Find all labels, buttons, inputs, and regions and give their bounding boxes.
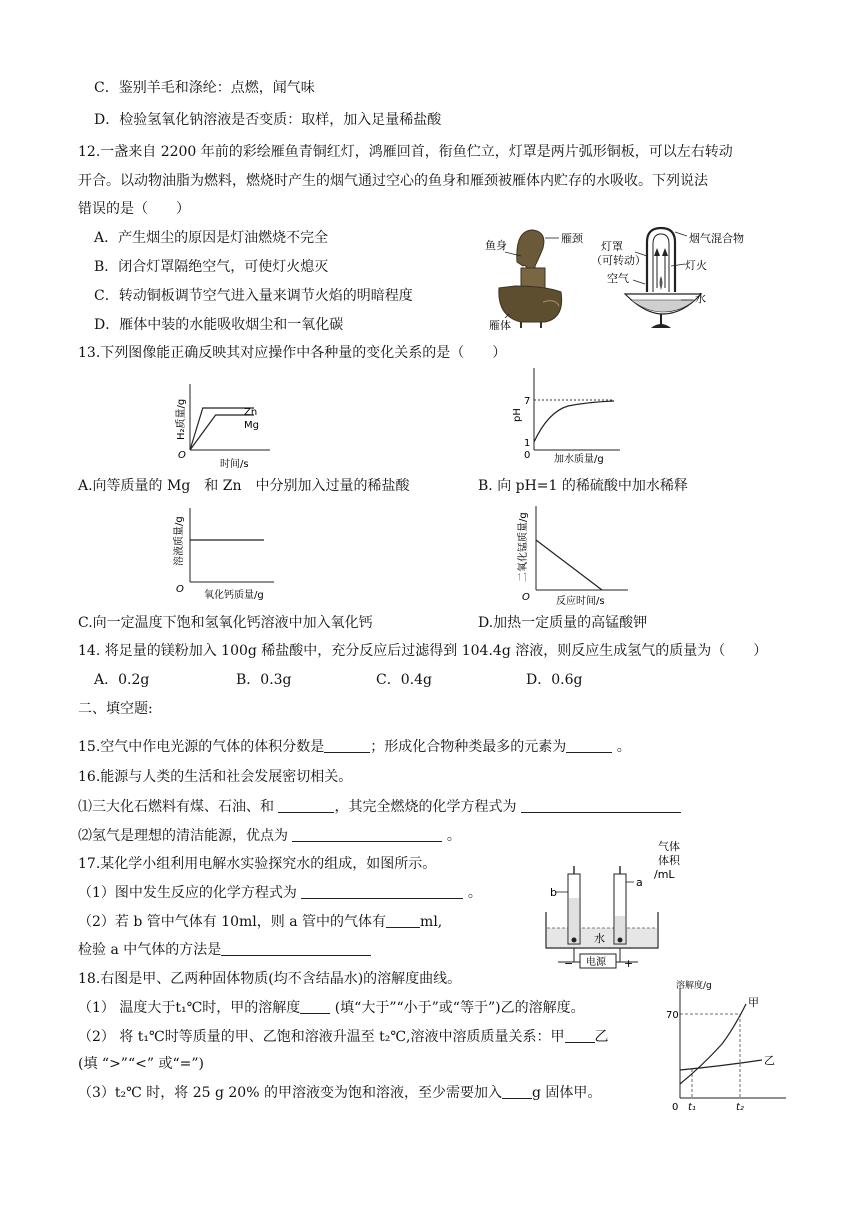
q14-option-d: D．0.6g <box>526 672 583 688</box>
q17-blank-2[interactable] <box>386 913 420 928</box>
solubility-ytick-70: 70 <box>666 1010 679 1021</box>
chart-a-xlabel: 时间/s <box>220 459 249 470</box>
q13-option-a: A.向等质量的 Mg 和 Zn 中分别加入过量的稀盐酸 <box>78 478 410 494</box>
solubility-xtick-t2: t₂ <box>736 1102 744 1113</box>
goose-lamp-photo <box>499 230 562 328</box>
q12-option-d: D．雁体中装的水能吸收烟尘和一氧化碳 <box>94 317 344 333</box>
q16-p1b: ，其完全燃烧的化学方程式为 <box>334 799 517 815</box>
label-water-in-tank: 水 <box>594 932 605 945</box>
chart-a-origin: O <box>178 450 186 461</box>
q16-p1a: ⑴三大化石燃料有煤、石油、和 <box>78 799 274 815</box>
goose-lamp-figure <box>485 222 775 330</box>
label-rotatable: （可转动） <box>591 254 646 267</box>
q17-p1a: （1）图中发生反应的化学方程式为 <box>78 885 297 901</box>
q18-p2b: 乙 <box>594 1029 609 1045</box>
q16-part1 <box>78 797 681 817</box>
label-goose-body: 雁体 <box>489 319 511 330</box>
q16-stem: 16.能源与人类的生活和社会发展密切相关。 <box>78 769 353 785</box>
chart-c-xlabel: 氧化钙质量/g <box>204 590 264 601</box>
q13-option-d: D.加热一定质量的高锰酸钾 <box>478 615 648 631</box>
q17-p2a: （2）若 b 管中气体有 10ml，则 a 管中的气体有 <box>78 914 387 930</box>
chart-d <box>510 500 634 612</box>
q13-option-b: B. 向 pH=1 的稀硫酸中加水稀释 <box>478 478 688 494</box>
q18-part2-hint: (填 “>”“<” 或“=”) <box>78 1056 204 1072</box>
q18-stem: 18.右图是甲、乙两种固体物质(均不含结晶水)的溶解度曲线。 <box>78 971 462 987</box>
section-fill-in-heading: 二、填空题: <box>78 701 153 717</box>
q11-option-d: D．检验氢氧化钠溶液是否变质：取样，加入足量稀盐酸 <box>94 112 442 128</box>
q17-part3 <box>78 940 371 960</box>
solubility-curve-jia <box>680 1004 746 1084</box>
q17-blank-1[interactable] <box>301 884 463 899</box>
q11-option-c: C．鉴别羊毛和涤纶：点燃，闻气味 <box>94 80 315 96</box>
label-minus: − <box>564 957 574 970</box>
label-flame: 灯火 <box>685 259 707 272</box>
chart-d-ylabel: 二氧化锰质量/g <box>518 512 529 582</box>
chart-b-ytick-1: 1 <box>524 438 531 449</box>
q14-stem: 14. 将足量的镁粉加入 100g 稀盐酸中，充分反应后过滤得到 104.4g 溶液，则反应生成氢气的质量为（ ） <box>78 643 768 659</box>
q17-stem: 17.某化学小组利用电解水实验探究水的组成，如图所示。 <box>78 856 437 872</box>
chart-b-origin: 0 <box>524 450 531 461</box>
q18-p2a: （2） 将 t₁℃时等质量的甲、乙饱和溶液升温至 t₂℃,溶液中溶质质量关系：甲 <box>78 1029 565 1045</box>
q16-p2b: 。 <box>446 828 461 844</box>
q12-stem-line1: 12.一盏来自 2200 年前的彩绘雁鱼青铜红灯，鸿雁回首，衔鱼伫立，灯罩是两片弧形铜板，可以左右转动 <box>78 144 733 160</box>
chart-b <box>508 362 628 468</box>
q16-blank-2[interactable] <box>521 798 681 813</box>
q13-stem: 13.下列图像能正确反映其对应操作中各种量的变化关系的是（ ） <box>78 345 507 361</box>
q15-blank-1[interactable] <box>324 738 370 753</box>
q17-part1 <box>78 883 482 903</box>
q15-part3: 。 <box>616 739 631 755</box>
q16-part2 <box>78 826 461 846</box>
label-smoke-mixture: 烟气混合物 <box>689 232 744 245</box>
label-air: 空气 <box>607 272 629 285</box>
chart-b-ytick-7: 7 <box>524 396 531 407</box>
label-plus: + <box>624 957 634 970</box>
q14-option-b: B．0.3g <box>236 672 292 688</box>
chart-b-curve <box>534 401 614 442</box>
q15-line <box>78 737 631 757</box>
label-fish-body: 鱼身 <box>485 239 507 252</box>
label-lamp-cover: 灯罩 <box>601 240 623 253</box>
q12-option-c: C．转动铜板调节空气进入量来调节火焰的明暗程度 <box>94 288 413 304</box>
label-a: a <box>636 876 643 889</box>
q18-part2 <box>78 1027 609 1047</box>
q18-blank-3[interactable] <box>502 1084 532 1099</box>
q18-p3a: （3）t₂℃ 时，将 25 g 20% 的甲溶液变为饱和溶液，至少需要加入 <box>78 1085 502 1101</box>
chart-c-origin: O <box>176 584 184 595</box>
label-volume: 体积 <box>658 854 680 867</box>
chart-d-origin: O <box>522 592 530 603</box>
chart-b-xlabel: 加水质量/g <box>554 454 604 465</box>
q15-part1: 15.空气中作电光源的气体的体积分数是 <box>78 739 325 755</box>
q16-p2a: ⑵氢气是理想的清洁能源，优点为 <box>78 828 288 844</box>
solubility-curve-yi <box>680 1060 762 1070</box>
label-gas: 气体 <box>658 840 680 853</box>
q12-stem-line2: 开合。以动物油脂为燃料，燃烧时产生的烟气通过空心的鱼身和雁颈被雁体内贮存的水吸收。下列说法 <box>78 173 708 189</box>
q17-part2 <box>78 912 442 932</box>
q17-p1b: 。 <box>467 885 482 901</box>
q18-p3b: g 固体甲。 <box>531 1085 602 1101</box>
q16-blank-1[interactable] <box>278 798 334 813</box>
q12-option-b: B．闭合灯罩隔绝空气，可使灯火熄灭 <box>94 259 329 275</box>
chart-a-series-zn: Zn <box>244 407 258 418</box>
solubility-ylabel: 溶解度/g <box>676 981 712 991</box>
label-water: 水 <box>695 292 706 305</box>
chart-b-ylabel: pH <box>512 408 523 422</box>
q12-option-a: A．产生烟尘的原因是灯油燃烧不完全 <box>94 230 329 246</box>
q14-option-a: A．0.2g <box>94 672 150 688</box>
label-b: b <box>550 886 557 899</box>
q15-part2: ；形成化合物种类最多的元素为 <box>370 739 567 755</box>
label-goose-neck: 雁颈 <box>561 232 583 245</box>
chart-a-series-mg: Mg <box>244 420 259 431</box>
q15-blank-2[interactable] <box>566 738 612 753</box>
chart-a <box>170 378 280 470</box>
q17-blank-3[interactable] <box>221 941 371 956</box>
q18-blank-1[interactable] <box>300 999 330 1014</box>
chart-c-ylabel: 溶液质量/g <box>174 516 185 566</box>
q16-blank-3[interactable] <box>292 827 442 842</box>
q13-option-c: C.向一定温度下饱和氢氧化钙溶液中加入氧化钙 <box>78 615 373 631</box>
q17-p2b: ml, <box>420 914 443 930</box>
chart-c <box>168 504 286 602</box>
chart-d-xlabel: 反应时间/s <box>556 596 605 607</box>
label-power: 电源 <box>586 957 606 968</box>
electrolysis-figure <box>538 836 688 970</box>
solubility-origin: 0 <box>672 1102 679 1113</box>
chart-d-line <box>536 540 602 590</box>
q18-p1a: （1） 温度大于t₁℃时，甲的溶解度 <box>78 1000 301 1016</box>
chart-a-ylabel: H₂质量/g <box>176 398 187 440</box>
solubility-chart <box>662 974 794 1116</box>
q12-stem-line3: 错误的是（ ） <box>78 201 190 217</box>
solubility-series-jia: 甲 <box>748 996 759 1009</box>
label-unit-ml: /mL <box>654 868 675 881</box>
q18-part1 <box>78 998 585 1018</box>
q14-option-c: C．0.4g <box>376 672 432 688</box>
q18-p1b: (填“大于”“小于”或“等于”)乙的溶解度。 <box>334 1000 585 1016</box>
solubility-xtick-t1: t₁ <box>688 1102 696 1113</box>
q18-part3 <box>78 1083 601 1103</box>
solubility-series-yi: 乙 <box>764 1054 775 1067</box>
q17-p3: 检验 a 中气体的方法是 <box>78 942 222 958</box>
q18-blank-2[interactable] <box>565 1028 595 1043</box>
